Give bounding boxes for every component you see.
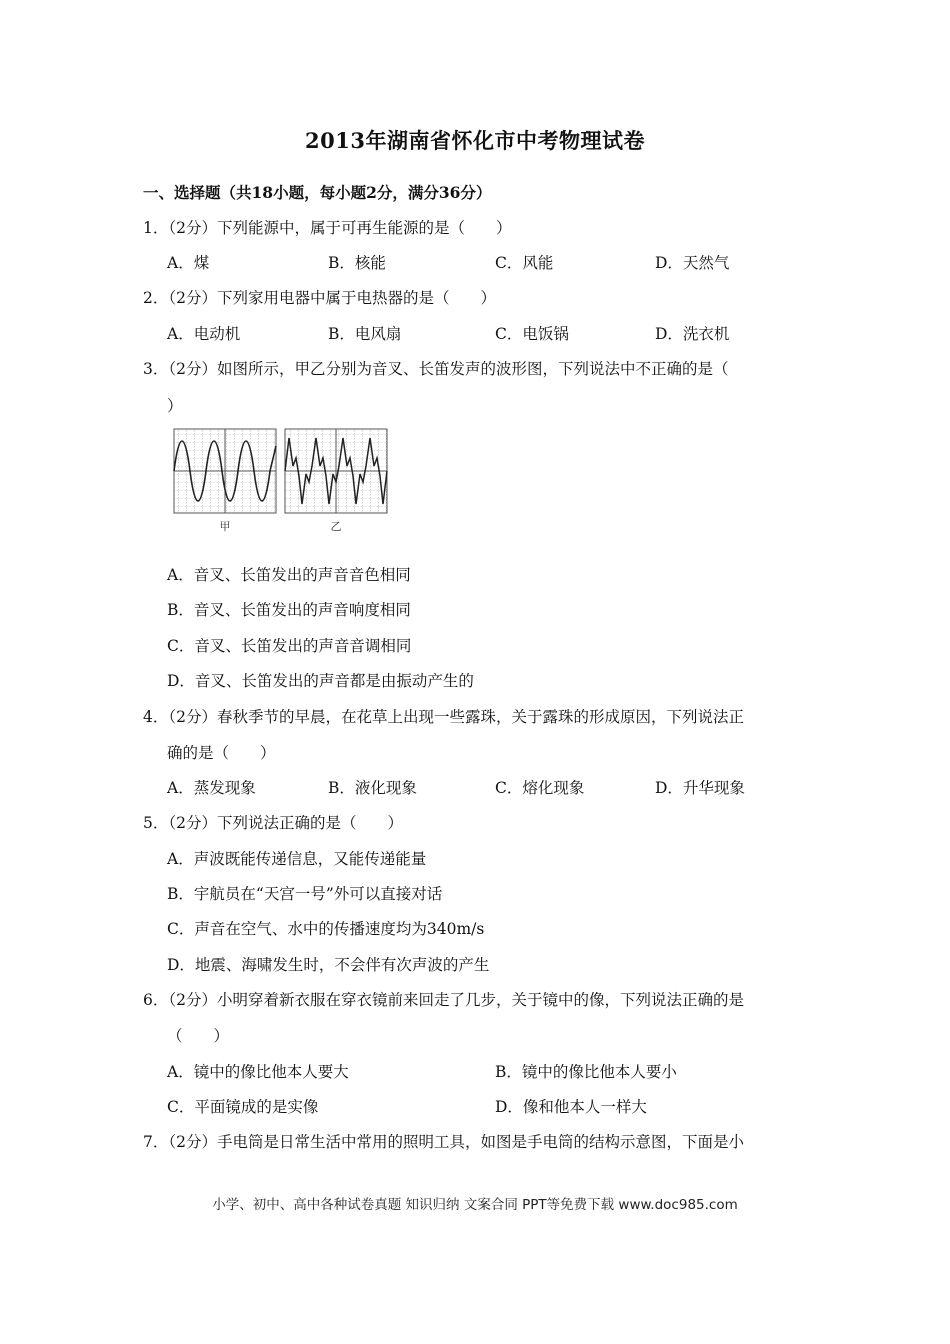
question-2-option-d: D．洗衣机 bbox=[655, 325, 730, 343]
question-3-option-a: A．音叉、长笛发出的声音音色相同 bbox=[167, 566, 411, 584]
question-4-stem-cont: 确的是（ ） bbox=[167, 744, 276, 762]
question-4-option-b: B．液化现象 bbox=[328, 779, 417, 797]
question-1-option-d: D．天然气 bbox=[655, 254, 730, 272]
question-5-option-d: D．地震、海啸发生时，不会伴有次声波的产生 bbox=[167, 956, 490, 974]
question-5-option-a: A．声波既能传递信息，又能传递能量 bbox=[167, 850, 427, 868]
waveform-diagram bbox=[170, 426, 392, 538]
figure-label-right: 乙 bbox=[330, 520, 342, 533]
question-3-stem: 3．（2分）如图所示，甲乙分别为音叉、长笛发声的波形图，下列说法中不正确的是（ bbox=[143, 360, 729, 378]
section-heading: 一、选择题（共18小题，每小题2分，满分36分） bbox=[143, 183, 492, 202]
question-6-stem-cont: （ ） bbox=[167, 1027, 230, 1045]
waveform-panel-right bbox=[285, 429, 387, 513]
question-6-option-d: D．像和他本人一样大 bbox=[495, 1098, 647, 1116]
question-6-option-a: A．镜中的像比他本人要大 bbox=[167, 1063, 349, 1081]
question-4-option-c: C．熔化现象 bbox=[495, 779, 585, 797]
question-1-option-c: C．风能 bbox=[495, 254, 554, 272]
question-3-option-c: C．音叉、长笛发出的声音音调相同 bbox=[167, 637, 412, 655]
question-4-option-d: D．升华现象 bbox=[655, 779, 745, 797]
question-7-stem: 7．（2分）手电筒是日常生活中常用的照明工具，如图是手电筒的结构示意图，下面是小 bbox=[143, 1133, 744, 1151]
question-3-stem-cont: ） bbox=[167, 397, 183, 415]
page-footer: 小学、初中、高中各种试卷真题 知识归纳 文案合同 PPT等免费下载 www.doc985.com bbox=[212, 1197, 738, 1213]
question-2-option-b: B．电风扇 bbox=[328, 325, 402, 343]
question-6-option-c: C．平面镜成的是实像 bbox=[167, 1098, 319, 1116]
question-5-stem: 5．（2分）下列说法正确的是（ ） bbox=[143, 814, 403, 832]
waveform-figure bbox=[170, 426, 392, 542]
question-2-option-a: A．电动机 bbox=[167, 325, 241, 343]
page-title: 2013年湖南省怀化市中考物理试卷 bbox=[305, 128, 645, 153]
question-2-option-c: C．电饭锅 bbox=[495, 325, 569, 343]
question-3-option-b: B．音叉、长笛发出的声音响度相同 bbox=[167, 601, 411, 619]
figure-label-left: 甲 bbox=[219, 520, 231, 533]
question-1-option-a: A．煤 bbox=[167, 254, 210, 272]
question-2-stem: 2．（2分）下列家用电器中属于电热器的是（ ） bbox=[143, 289, 496, 307]
question-5-option-b: B．宇航员在“天宫一号”外可以直接对话 bbox=[167, 885, 443, 903]
question-3-option-d: D．音叉、长笛发出的声音都是由振动产生的 bbox=[167, 672, 474, 690]
question-4-stem: 4．（2分）春秋季节的早晨，在花草上出现一些露珠，关于露珠的形成原因，下列说法正 bbox=[143, 708, 744, 726]
waveform-panel-left bbox=[174, 429, 276, 513]
question-1-option-b: B．核能 bbox=[328, 254, 386, 272]
question-1-stem: 1．（2分）下列能源中，属于可再生能源的是（ ） bbox=[143, 219, 512, 237]
question-6-option-b: B．镜中的像比他本人要小 bbox=[495, 1063, 677, 1081]
question-5-option-c: C．声音在空气、水中的传播速度均为340m/s bbox=[167, 920, 485, 938]
question-4-option-a: A．蒸发现象 bbox=[167, 779, 256, 797]
question-6-stem: 6．（2分）小明穿着新衣服在穿衣镜前来回走了几步，关于镜中的像，下列说法正确的是 bbox=[143, 991, 744, 1009]
